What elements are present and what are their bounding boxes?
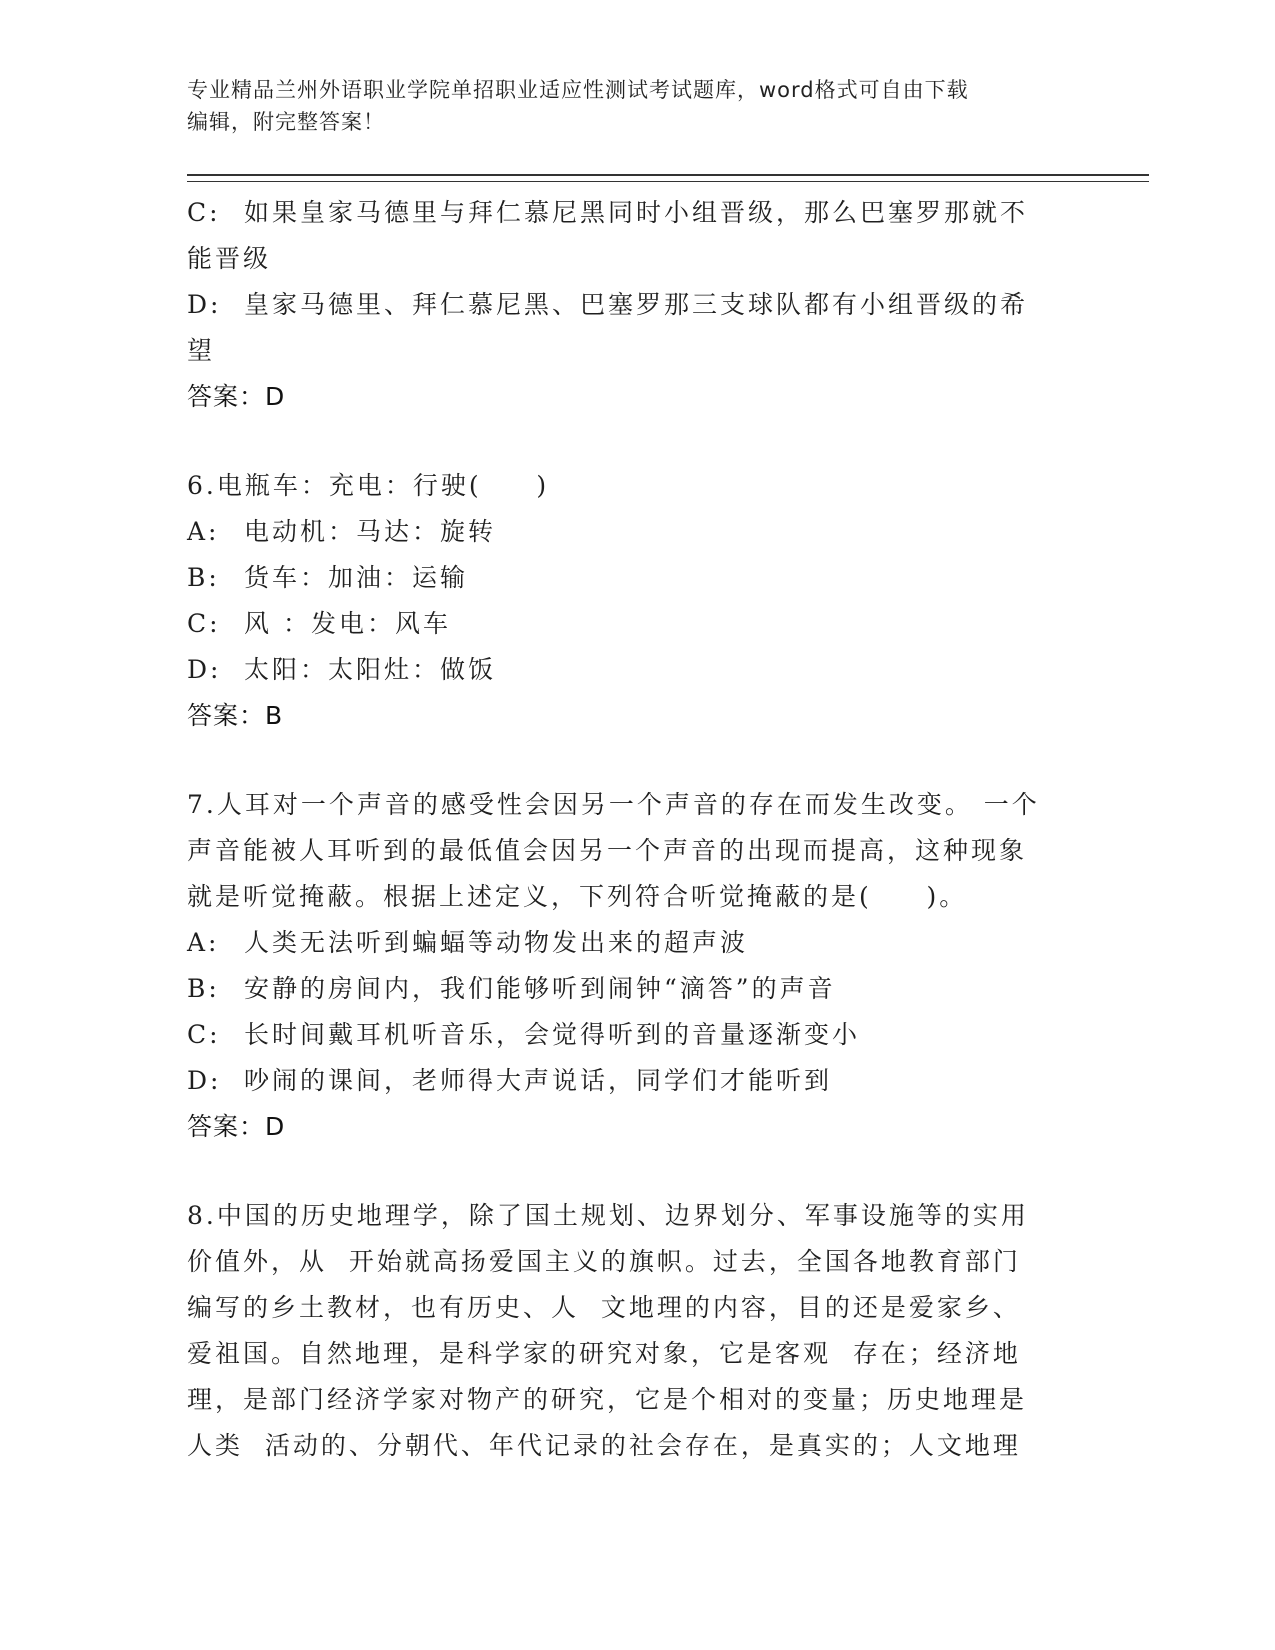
q6-option-d-key: D: bbox=[187, 655, 222, 684]
q8-stem-line-3: 编写的乡土教材，也有历史、人 文地理的内容，目的还是爱家乡、 bbox=[187, 1293, 1021, 1322]
q8-stem-line-1: 8.中国的历史地理学，除了国土规划、边界划分、军事设施等的实用 bbox=[187, 1201, 1029, 1230]
q5-option-c-key: C: bbox=[187, 198, 221, 227]
q5-option-c-text-2: 能晋级 bbox=[187, 244, 272, 273]
q5-option-d-text-1: 皇家马德里、拜仁慕尼黑、巴塞罗那三支球队都有小组晋级的希 bbox=[244, 290, 1029, 319]
q7-option-b-key: B: bbox=[187, 974, 220, 1003]
q6-answer: 答案：B bbox=[187, 701, 284, 730]
header-line-2: 编辑，附完整答案！ bbox=[187, 110, 385, 134]
q6-option-c-key: C: bbox=[187, 609, 221, 638]
q5-option-d-text-2: 望 bbox=[187, 336, 216, 365]
q5-option-d bbox=[187, 282, 1067, 328]
q8-stem-line-5: 理，是部门经济学家对物产的研究，它是个相对的变量；历史地理是 bbox=[187, 1385, 1028, 1414]
q7-option-d bbox=[187, 1058, 1067, 1104]
q7-stem-line-3: 就是听觉掩蔽。根据上述定义，下列符合听觉掩蔽的是( )。 bbox=[187, 882, 968, 911]
q8-stem-line-4: 爱祖国。自然地理，是科学家的研究对象，它是客观 存在；经济地 bbox=[187, 1339, 1021, 1368]
q7-option-d-text: 吵闹的课间，老师得大声说话，同学们才能听到 bbox=[244, 1066, 833, 1095]
header-rule-thin bbox=[187, 181, 1149, 182]
q7-option-b bbox=[187, 966, 1067, 1012]
q7-option-a bbox=[187, 920, 1067, 966]
q6-option-b bbox=[187, 555, 1067, 601]
q6-option-b-key: B: bbox=[187, 563, 220, 592]
q6-option-d-text: 太阳：太阳灶：做饭 bbox=[244, 655, 497, 684]
q6-option-b-text: 货车：加油：运输 bbox=[244, 563, 469, 592]
q6-option-c bbox=[187, 601, 1067, 647]
q5-option-c bbox=[187, 190, 1067, 236]
page-header bbox=[187, 74, 1067, 138]
q7-option-d-key: D: bbox=[187, 1066, 222, 1095]
q6-option-a-text: 电动机：马达：旋转 bbox=[244, 517, 497, 546]
question-content bbox=[187, 190, 1067, 1469]
q7-stem-line-1: 7.人耳对一个声音的感受性会因另一个声音的存在而发生改变。 一个 bbox=[187, 790, 1040, 819]
q7-option-c-text: 长时间戴耳机听音乐，会觉得听到的音量逐渐变小 bbox=[244, 1020, 861, 1049]
q6-option-d bbox=[187, 647, 1067, 693]
q7-option-c bbox=[187, 1012, 1067, 1058]
q6-option-c-text: 风 ：发电：风车 bbox=[244, 609, 451, 638]
q5-option-c-text-1: 如果皇家马德里与拜仁慕尼黑同时小组晋级，那么巴塞罗那就不 bbox=[244, 198, 1029, 227]
q8-stem-line-6: 人类 活动的、分朝代、年代记录的社会存在，是真实的；人文地理 bbox=[187, 1431, 1021, 1460]
q6-stem: 6.电瓶车：充电：行驶( ) bbox=[187, 471, 550, 500]
header-rule-thick bbox=[187, 174, 1149, 176]
q7-option-c-key: C: bbox=[187, 1020, 221, 1049]
header-line-1: 专业精品兰州外语职业学院单招职业适应性测试考试题库，word格式可自由下载 bbox=[187, 78, 969, 102]
q6-option-a-key: A: bbox=[187, 517, 220, 546]
q5-option-d-key: D: bbox=[187, 290, 222, 319]
q7-option-a-text: 人类无法听到蝙蝠等动物发出来的超声波 bbox=[244, 928, 749, 957]
q8-stem-line-2: 价值外，从 开始就高扬爱国主义的旗帜。过去，全国各地教育部门 bbox=[187, 1247, 1021, 1276]
q6-option-a bbox=[187, 509, 1067, 555]
q7-option-a-key: A: bbox=[187, 928, 220, 957]
q7-option-b-text: 安静的房间内，我们能够听到闹钟“滴答”的声音 bbox=[244, 974, 836, 1003]
q5-answer: 答案：D bbox=[187, 382, 286, 411]
q7-stem-line-2: 声音能被人耳听到的最低值会因另一个声音的出现而提高，这种现象 bbox=[187, 836, 1028, 865]
q7-answer: 答案：D bbox=[187, 1112, 286, 1141]
